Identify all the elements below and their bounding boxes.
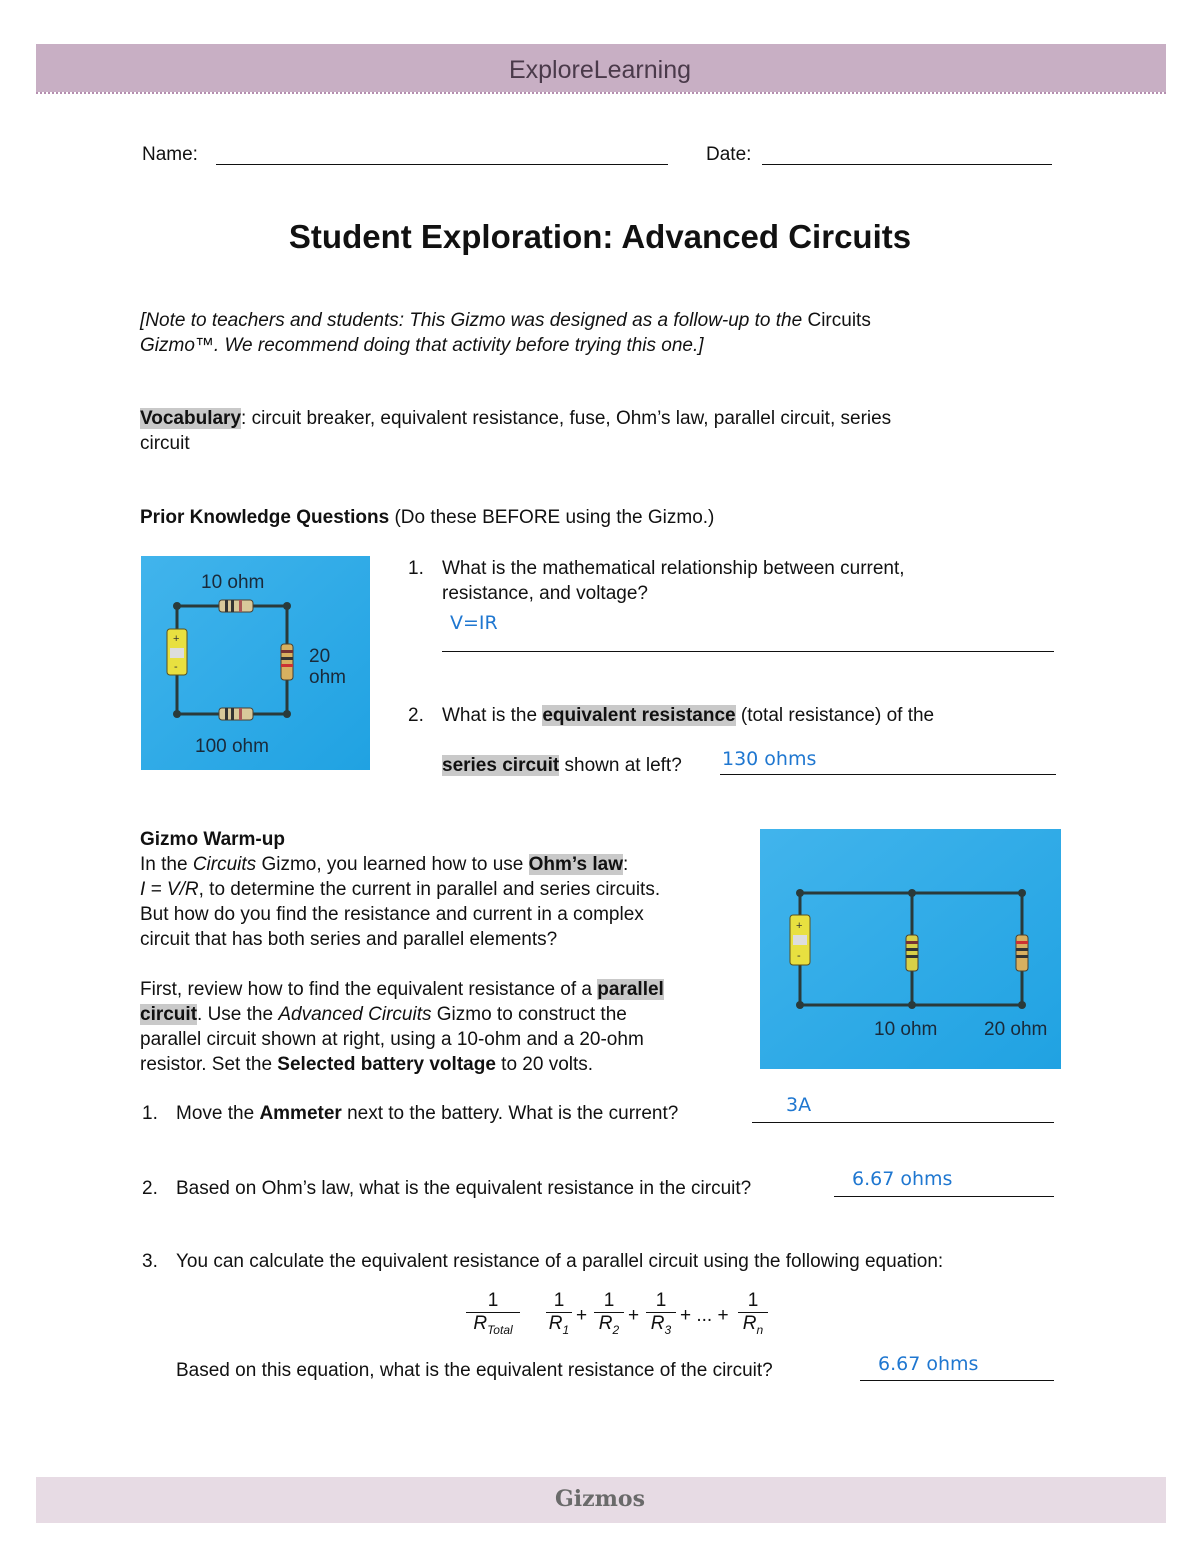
warmup-p2-a: First, review how to find the equivalent resistance of a <box>140 979 598 1000</box>
warmup-p1-b: Gizmo, you learned how to use <box>256 854 529 875</box>
prior-heading: Prior Knowledge Questions <box>140 507 390 528</box>
eq-sub-n: n <box>756 1322 764 1337</box>
prior-q1-text: What is the mathematical relationship between current, <box>442 558 905 579</box>
note-part1: [Note to teachers and students: This Gizmo was designed as a follow-up to the <box>140 310 803 331</box>
warmup-q2-answer: 6.67 ohms <box>852 1168 953 1190</box>
warmup-p2-d: parallel circuit shown at right, using a 10-ohm and a 20-ohm <box>140 1029 644 1050</box>
warmup-q3-answer-line[interactable] <box>860 1380 1054 1381</box>
prior-q2-post: shown at left? <box>559 755 682 776</box>
parallel-label-1: 10 ohm <box>874 1019 938 1040</box>
warmup-parallel: parallel <box>597 979 664 1000</box>
eq-sub-2: 2 <box>612 1322 620 1337</box>
warmup-q2 <box>142 1176 751 1201</box>
eq-numerator: 1 <box>594 1290 624 1313</box>
warmup-q1-number: 1. <box>142 1103 158 1124</box>
eq-sub-1: 1 <box>562 1322 570 1337</box>
vocabulary-list: : circuit breaker, equivalent resistance, fuse, Ohm’s law, parallel circuit, series <box>241 408 892 429</box>
eq-total-sub: Total <box>487 1322 513 1337</box>
warmup-p1-e: But how do you find the resistance and current in a complex <box>140 904 644 925</box>
parallel-label-2: 20 ohm <box>984 1019 1048 1040</box>
eq-rn-fraction <box>738 1290 768 1337</box>
prior-q2-mid: (total resistance) of the <box>735 705 935 726</box>
eq-r: R <box>598 1313 613 1334</box>
prior-q2-answer: 130 ohms <box>722 748 817 770</box>
eq-numerator: 1 <box>646 1290 676 1313</box>
eq-plus: + <box>576 1305 588 1326</box>
warmup-p1-d: , to determine the current in parallel and series circuits. <box>198 879 661 900</box>
prior-q1-answer: V=IR <box>450 612 498 634</box>
note-part2: Gizmo™. We recommend doing that activity before trying this one.] <box>140 335 704 356</box>
gizmos-logo: Gizmos <box>555 1486 645 1512</box>
warmup-q1-answer-line[interactable] <box>752 1122 1054 1123</box>
teacher-note <box>140 308 1040 358</box>
prior-q2 <box>408 703 934 728</box>
eq-r2-fraction <box>594 1290 624 1337</box>
warmup-q3-text: You can calculate the equivalent resistance of a parallel circuit using the following equation: <box>176 1251 944 1272</box>
warmup-q1-answer: 3A <box>786 1094 812 1116</box>
warmup-section <box>140 827 760 1077</box>
eq-numerator: 1 <box>546 1290 572 1313</box>
prior-q1-answer-line[interactable] <box>442 651 1054 652</box>
warmup-p1-f: circuit that has both series and parallel elements? <box>140 929 558 950</box>
warmup-p2-c: Gizmo to construct the <box>431 1004 627 1025</box>
eq-r: R <box>548 1313 563 1334</box>
eq-numerator: 1 <box>466 1290 520 1313</box>
warmup-heading: Gizmo Warm-up <box>140 829 285 850</box>
prior-q1 <box>408 556 905 606</box>
warmup-q3 <box>142 1249 943 1274</box>
explorelearning-logo: ExploreLearning <box>508 56 692 84</box>
warmup-ohms-law: Ohm’s law <box>528 854 623 875</box>
eq-plus: + <box>628 1305 640 1326</box>
prior-knowledge-heading <box>140 505 714 530</box>
warmup-q3-number: 3. <box>142 1251 158 1272</box>
name-label: Name: <box>142 144 198 165</box>
warmup-q1-ammeter: Ammeter <box>259 1103 342 1124</box>
eq-sub-3: 3 <box>664 1322 672 1337</box>
prior-q2-cont <box>442 753 682 778</box>
date-label: Date: <box>706 144 752 165</box>
eq-total-fraction <box>466 1290 520 1337</box>
page-title: Student Exploration: Advanced Circuits <box>288 218 912 255</box>
prior-q2-term1: equivalent resistance <box>542 705 736 726</box>
note-circuits: Circuits <box>807 310 871 331</box>
eq-ellipsis: + ... + <box>680 1305 729 1326</box>
warmup-q1 <box>142 1101 678 1126</box>
eq-r: R <box>742 1313 757 1334</box>
prior-q2-pre: What is the <box>442 705 543 726</box>
prior-q1-text-cont: resistance, and voltage? <box>442 583 648 604</box>
warmup-q1-post: next to the battery. What is the current? <box>341 1103 679 1124</box>
warmup-advanced-circuits: Advanced Circuits <box>278 1004 432 1025</box>
eq-r: R <box>650 1313 665 1334</box>
vocabulary-list-cont: circuit <box>140 433 190 454</box>
vocabulary-label: Vocabulary <box>140 408 242 429</box>
prior-subheading: (Do these BEFORE using the Gizmo.) <box>394 507 715 528</box>
warmup-p2-f: to 20 volts. <box>495 1054 594 1075</box>
prior-q1-number: 1. <box>408 558 424 579</box>
svg-text:-: - <box>797 950 801 962</box>
resistor-label-right-2: ohm <box>309 667 346 688</box>
warmup-p1-circuits: Circuits <box>192 854 257 875</box>
resistor-label-top: 10 ohm <box>201 572 265 593</box>
warmup-p2-b: . Use the <box>197 1004 279 1025</box>
warmup-p1-a: In the <box>140 854 193 875</box>
parallel-circuit-image <box>760 829 1061 1069</box>
warmup-p1-c: : <box>622 854 629 875</box>
warmup-formula: I = V/R <box>140 879 199 900</box>
prior-q2-answer-line[interactable] <box>720 774 1056 775</box>
eq-numerator: 1 <box>738 1290 768 1313</box>
prior-q2-term2: series circuit <box>442 755 560 776</box>
warmup-q1-pre: Move the <box>176 1103 260 1124</box>
warmup-circuit: circuit <box>140 1004 198 1025</box>
series-circuit-image <box>141 556 370 770</box>
date-field[interactable] <box>762 164 1052 165</box>
warmup-battery-voltage: Selected battery voltage <box>277 1054 496 1075</box>
warmup-q2-text: Based on Ohm’s law, what is the equivalent resistance in the circuit? <box>176 1178 752 1199</box>
warmup-q2-answer-line[interactable] <box>834 1196 1054 1197</box>
warmup-p2-e: resistor. Set the <box>140 1054 278 1075</box>
eq-r: R <box>473 1313 488 1334</box>
name-field[interactable] <box>216 164 668 165</box>
warmup-q2-number: 2. <box>142 1178 158 1199</box>
svg-text:-: - <box>174 661 178 673</box>
svg-text:+: + <box>796 920 803 932</box>
svg-text:+: + <box>173 633 180 645</box>
warmup-q3-follow: Based on this equation, what is the equivalent resistance of the circuit? <box>176 1360 773 1381</box>
resistor-label-right-1: 20 <box>309 646 331 667</box>
warmup-q3-answer: 6.67 ohms <box>878 1353 979 1375</box>
resistor-label-bottom: 100 ohm <box>195 736 269 757</box>
vocabulary <box>140 406 1040 456</box>
prior-q2-number: 2. <box>408 705 424 726</box>
header-divider <box>36 92 1166 94</box>
eq-r3-fraction <box>646 1290 676 1337</box>
eq-r1-fraction <box>546 1290 572 1337</box>
